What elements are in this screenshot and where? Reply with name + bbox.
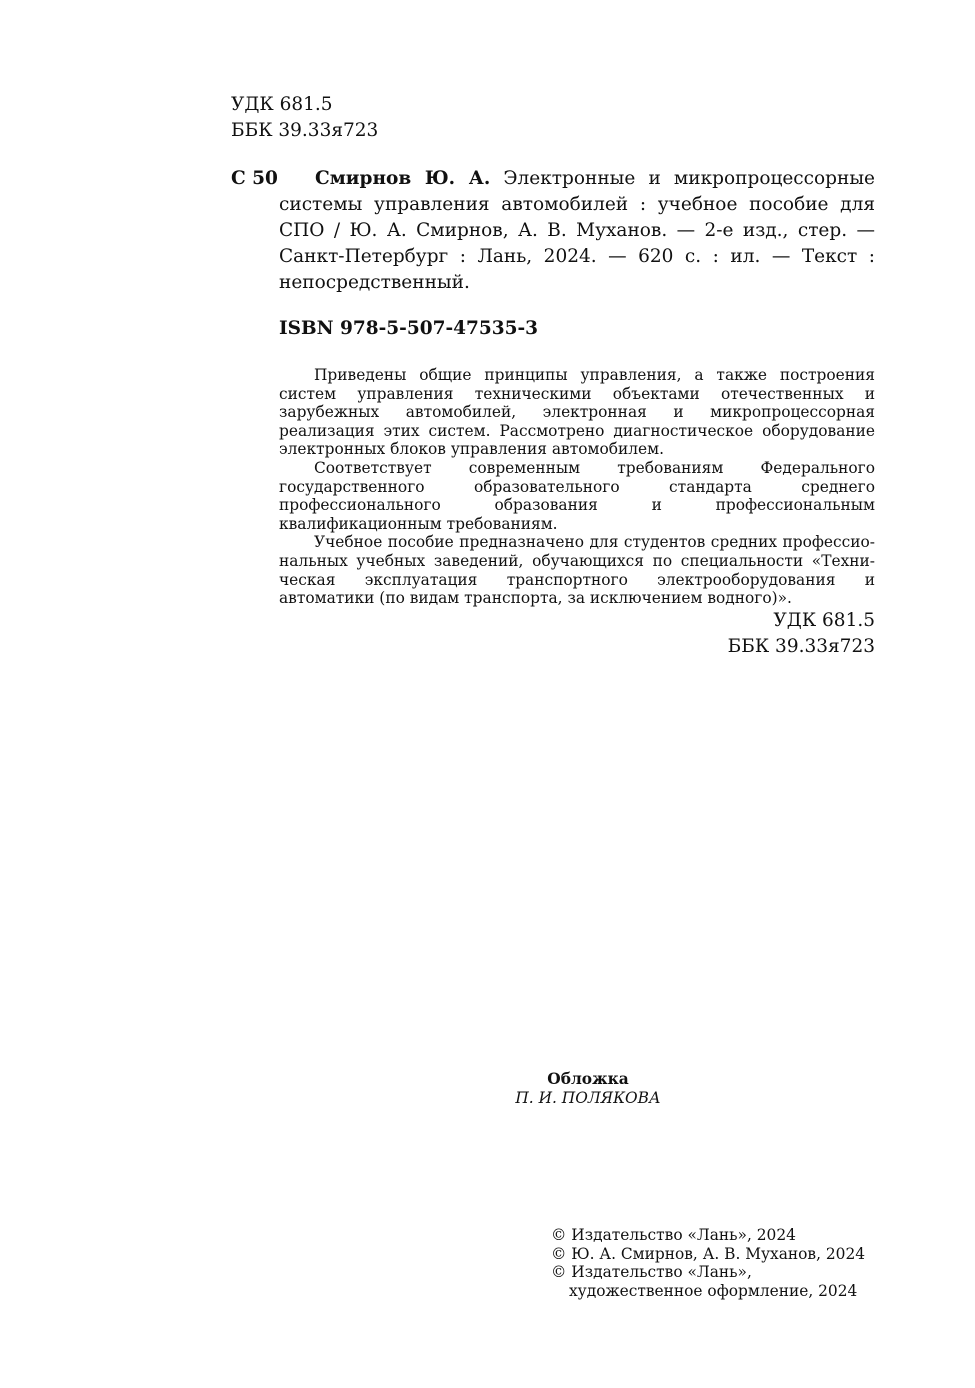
cover-designer: П. И. ПОЛЯКОВА — [515, 1089, 661, 1107]
classification-codes-bottom — [728, 608, 875, 660]
abstract-paragraph: Приведены общие принципы управления, а также построения систем управления техническими объектами отечественных и зарубежных автомобилей, электронная и микропроцессорная реализация этих систем. Рассмотрено диагностическое оборудование электронных блоков управления автомобилем. — [279, 366, 875, 459]
abstract-paragraph: Учебное пособие предназначено для студентов средних профессиональных учебных заведений, обучающихся по специальности «Техническая эксплуатация транспортного электрооборудования и автоматики (по видам транспорта, за исключением водного)». — [279, 533, 875, 608]
copyright-line: © Издательство «Лань», 2024 — [551, 1226, 796, 1244]
author-mark: С 50 — [231, 168, 278, 189]
abstract — [279, 366, 875, 608]
bibliographic-entry — [231, 166, 875, 296]
bbk-code: ББК 39.33я723 — [231, 120, 379, 141]
cover-credit — [488, 1070, 688, 1108]
copyright-line: художественное оформление, 2024 — [569, 1281, 858, 1300]
classification-codes-top — [231, 92, 378, 144]
udk-code: УДК 681.5 — [773, 610, 875, 631]
abstract-paragraph: Соответствует современным требованиям Федерального государственного образовательного стандарта среднего профессионального образования и профессиональным квалификационным требованиям. — [279, 458, 875, 533]
isbn: ISBN 978-5-507-47535-3 — [279, 318, 539, 339]
author-name: Смирнов Ю. А. — [315, 168, 491, 189]
bibliographic-description — [279, 166, 875, 296]
copyright-block — [551, 1226, 865, 1300]
copyright-line: © Издательство «Лань», — [551, 1263, 752, 1281]
bbk-code: ББК 39.33я723 — [727, 636, 875, 657]
copyright-line: © Ю. А. Смирнов, А. В. Муханов, 2024 — [551, 1244, 866, 1263]
cover-label: Обложка — [547, 1070, 629, 1088]
description-text: Электронные и микропроцессорные системы управления автомобилей : учебное пособие для СПО / Ю. А. Смирнов, А. В. Муханов. — 2-е изд., стер. — Санкт-Петербург : Лань, 2024. — 620 с. : ил. — Текст : непосредственный. — [279, 168, 876, 293]
udk-code: УДК 681.5 — [231, 94, 333, 115]
